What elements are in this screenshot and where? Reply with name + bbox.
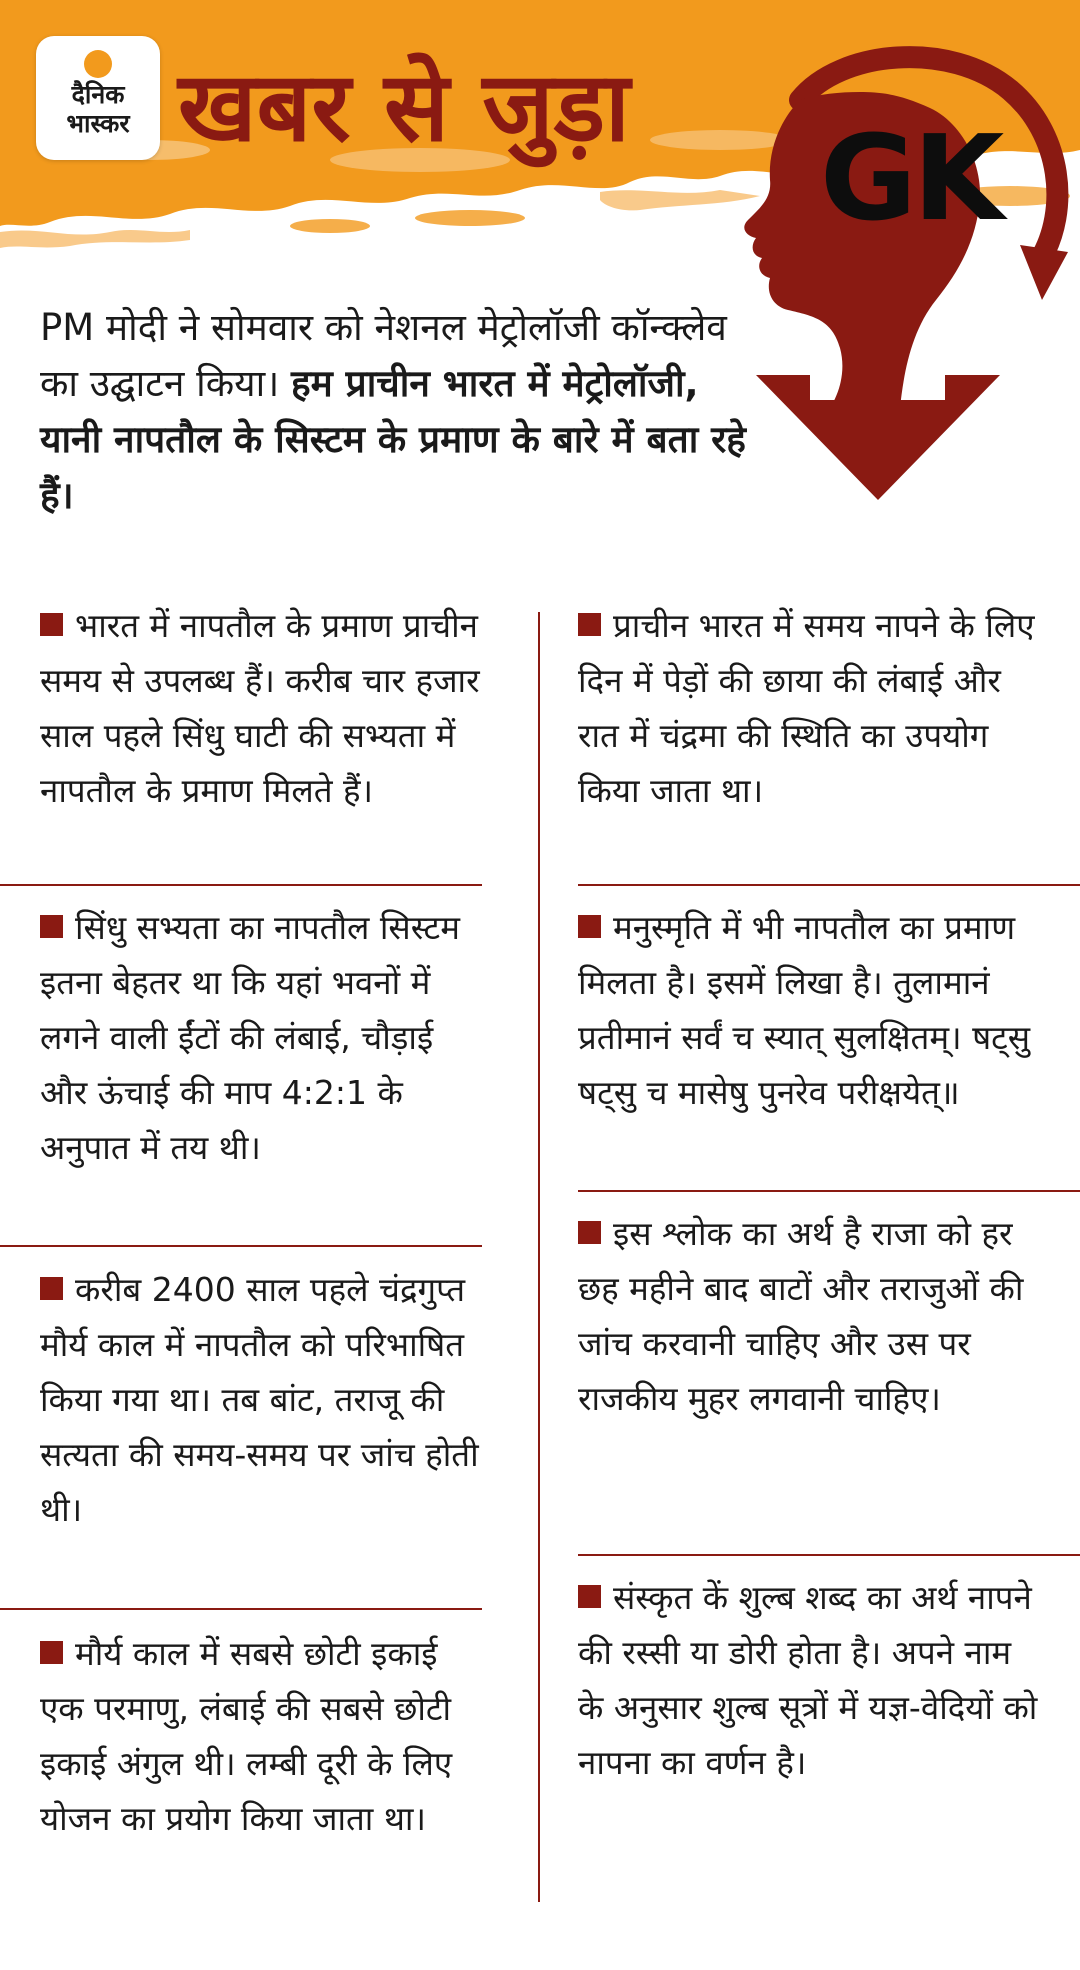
- dainik-bhaskar-logo: [36, 36, 160, 160]
- page-title: खबर से जुड़ा: [178, 51, 630, 163]
- separator-line: [0, 1245, 482, 1247]
- fact-box-left-1: [40, 598, 490, 818]
- bullet-square-icon: [578, 1585, 601, 1608]
- intro-normal-text: PM मोदी ने सोमवार को नेशनल मेट्रोलॉजी कॉन्क्लेव का उद्घाटन किया।: [40, 306, 727, 405]
- fact-box-left-2: [40, 900, 490, 1175]
- bullet-square-icon: [578, 915, 601, 938]
- fact-text: करीब 2400 साल पहले चंद्रगुप्त मौर्य काल में नापतौल को परिभाषित किया गया था। तब बांट, तराजू की सत्यता की समय-समय पर जांच होती थी।: [40, 1270, 479, 1529]
- bullet-square-icon: [578, 613, 601, 636]
- fact-text: संस्कृत कें शुल्ब शब्द का अर्थ नापने की रस्सी या डोरी होता है। अपने नाम के अनुसार शुल्ब सूत्रों में यज्ञ-वेदियों को नापना का वर्णन है।: [578, 1578, 1038, 1782]
- fact-box-right-4: [578, 1570, 1038, 1790]
- separator-line: [578, 1190, 1080, 1192]
- bullet-square-icon: [40, 1277, 63, 1300]
- bullet-square-icon: [40, 613, 63, 636]
- separator-line: [578, 884, 1080, 886]
- separator-line: [0, 884, 482, 886]
- fact-text: मनुस्मृति में भी नापतौल का प्रमाण मिलता है। इसमें लिखा है। तुलामानं प्रतीमानं सर्वं च स्यात् सुलक्षितम्। षट्सु षट्सु च मासेषु पुनरेव परीक्षयेत्॥: [578, 908, 1031, 1112]
- intro-paragraph: [40, 300, 750, 524]
- bullet-square-icon: [578, 1221, 601, 1244]
- gk-badge: GK: [820, 109, 1001, 247]
- intro-bold-text: हम प्राचीन भारत में मेट्रोलॉजी, यानी नापतौल के सिस्टम के प्रमाण के बारे में बता रहे हैं।: [40, 362, 746, 517]
- column-divider: [538, 612, 540, 1902]
- separator-line: [0, 1608, 482, 1610]
- fact-box-left-3: [40, 1262, 490, 1537]
- logo-sun-icon: [84, 50, 112, 78]
- fact-text: प्राचीन भारत में समय नापने के लिए दिन में पेड़ों की छाया की लंबाई और रात में चंद्रमा की स्थिति का उपयोग किया जाता था।: [578, 606, 1035, 810]
- fact-box-right-3: [578, 1206, 1038, 1426]
- fact-box-right-2: [578, 900, 1038, 1120]
- fact-box-left-4: [40, 1626, 490, 1846]
- fact-box-right-1: [578, 598, 1038, 818]
- separator-line: [578, 1554, 1080, 1556]
- fact-text: इस श्लोक का अर्थ है राजा को हर छह महीने बाद बाटों और तराजुओं की जांच करवानी चाहिए और उस पर राजकीय मुहर लगवानी चाहिए।: [578, 1214, 1024, 1418]
- fact-text: मौर्य काल में सबसे छोटी इकाई एक परमाणु, लंबाई की सबसे छोटी इकाई अंगुल थी। लम्बी दूरी के लिए योजन का प्रयोग किया जाता था।: [40, 1634, 453, 1838]
- fact-text: भारत में नापतौल के प्रमाण प्राचीन समय से उपलब्ध हैं। करीब चार हजार साल पहले सिंधु घाटी की सभ्यता में नापतौल के प्रमाण मिलते हैं।: [40, 606, 480, 810]
- circular-arrowhead-icon: [1020, 245, 1068, 300]
- fact-text: सिंधु सभ्यता का नापतौल सिस्टम इतना बेहतर था कि यहां भवनों में लगने वाली ईंटों की लंबाई, चौड़ाई और ऊंचाई की माप 4:2:1 के अनुपात में तय थी।: [40, 908, 460, 1167]
- bullet-square-icon: [40, 915, 63, 938]
- logo-text: दैनिक भास्कर: [66, 80, 130, 138]
- bullet-square-icon: [40, 1641, 63, 1664]
